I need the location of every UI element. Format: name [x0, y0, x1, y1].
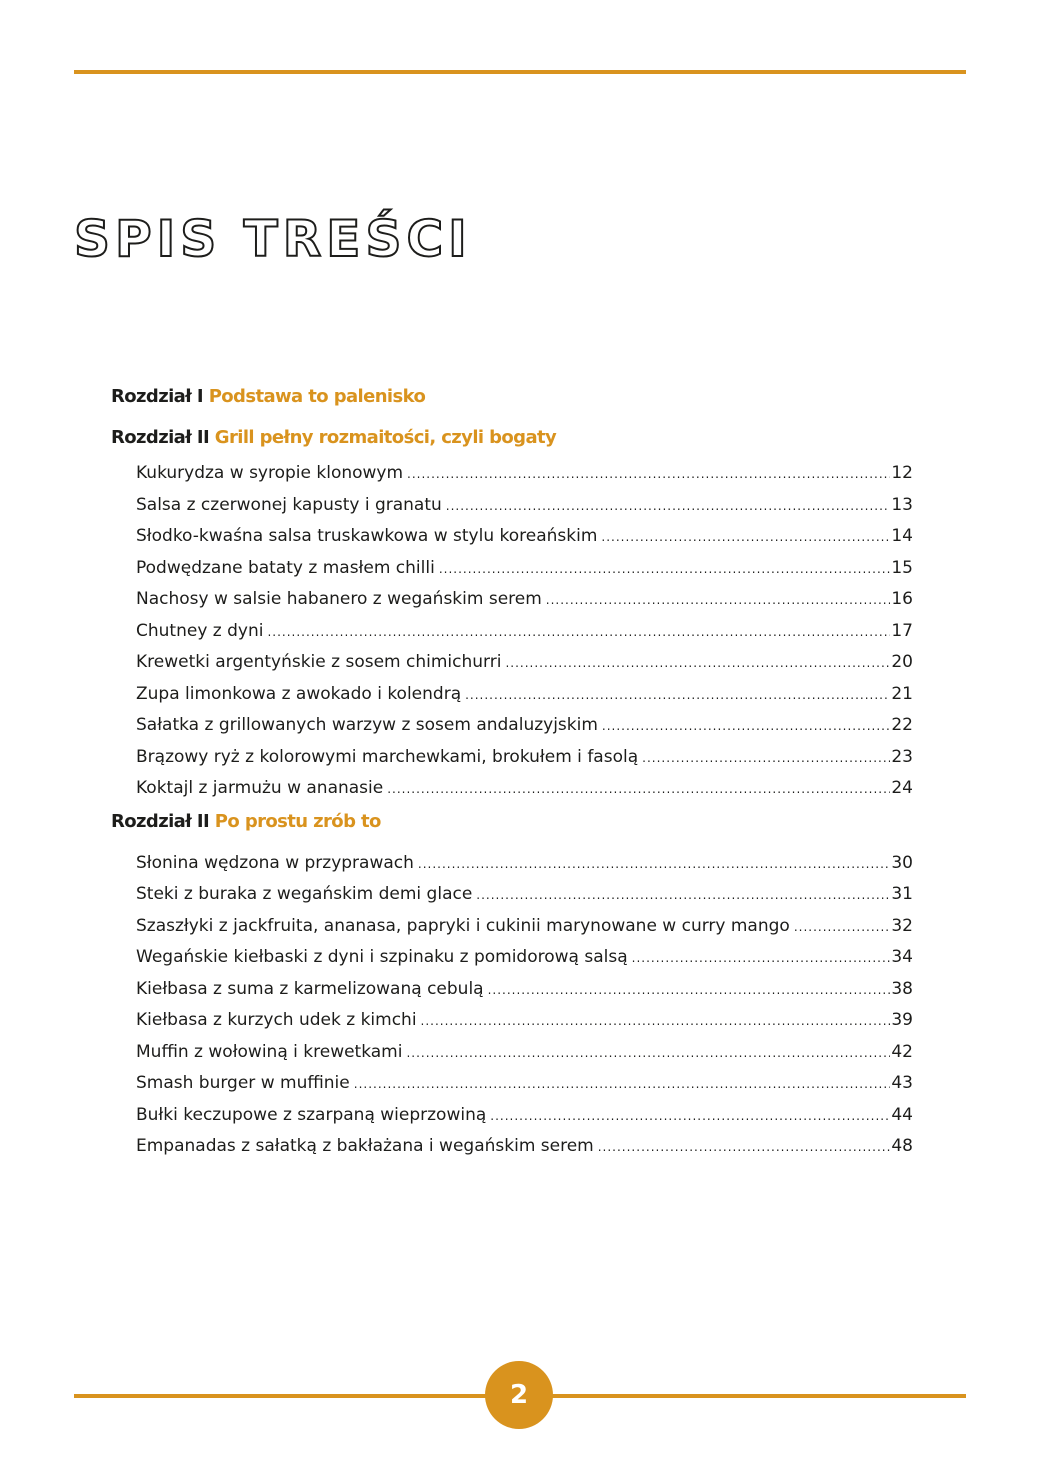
toc-entry[interactable] [136, 848, 913, 880]
chapter-heading-2 [111, 421, 913, 455]
entry-title: Kukurydza w syropie klonowym [136, 463, 404, 483]
dot-leader [602, 711, 890, 743]
entry-title: Nachosy w salsie habanero z wegańskim serem [136, 589, 542, 609]
dot-leader [642, 743, 890, 775]
entry-title: Krewetki argentyńskie z sosem chimichurri [136, 652, 502, 672]
chapter-label: Rozdział I [111, 386, 204, 407]
page-title: SPIS TREŚCI [74, 210, 472, 268]
chapter-2-entries [136, 458, 913, 805]
dot-leader [465, 680, 890, 712]
toc-entry[interactable] [136, 1131, 913, 1163]
toc-entry[interactable] [136, 1005, 913, 1037]
entry-title: Muffin z wołowiną i krewetkami [136, 1041, 403, 1062]
entry-title: Podwędzane bataty z masłem chilli [136, 557, 435, 578]
page-number: 2 [509, 1380, 529, 1410]
dot-leader [488, 975, 890, 1007]
chapter-heading-1 [111, 380, 913, 414]
dot-leader [418, 849, 890, 881]
dot-leader [601, 522, 890, 554]
chapter-label: Rozdział II [111, 427, 210, 448]
entry-page-number: 14 [891, 526, 913, 546]
toc-entry[interactable] [136, 773, 913, 805]
dot-leader [387, 774, 890, 806]
toc-entry[interactable] [136, 521, 913, 553]
toc-entry[interactable] [136, 679, 913, 711]
toc-entry[interactable] [136, 1037, 913, 1069]
chapter-heading-3 [111, 805, 913, 839]
entry-page-number: 38 [891, 978, 913, 999]
toc-entry[interactable] [136, 553, 913, 585]
chapter-label: Rozdział II [111, 810, 210, 832]
entry-title: Kiełbasa z suma z karmelizowaną cebulą [136, 978, 484, 999]
dot-leader [406, 1038, 890, 1070]
entry-title: Wegańskie kiełbaski z dyni i szpinaku z pomidorową salsą [136, 947, 628, 967]
entry-page-number: 39 [891, 1010, 913, 1030]
dot-leader [354, 1069, 890, 1101]
entry-page-number: 15 [891, 557, 913, 578]
table-of-contents [111, 380, 913, 1163]
top-rule [74, 70, 966, 74]
dot-leader [421, 1006, 890, 1038]
toc-entry[interactable] [136, 584, 913, 616]
entry-page-number: 23 [891, 746, 913, 767]
chapter-title: Grill pełny rozmaitości, czyli bogaty [214, 427, 557, 448]
entry-page-number: 12 [891, 463, 913, 483]
dot-leader [407, 459, 890, 491]
entry-page-number: 20 [891, 652, 913, 672]
toc-entry[interactable] [136, 647, 913, 679]
entry-page-number: 13 [891, 494, 913, 515]
dot-leader [546, 585, 890, 617]
dot-leader [439, 554, 890, 586]
entry-page-number: 42 [891, 1041, 913, 1062]
entry-title: Chutney z dyni [136, 620, 264, 641]
entry-title: Koktajl z jarmużu w ananasie [136, 778, 384, 798]
entry-page-number: 22 [891, 715, 913, 735]
dot-leader [476, 880, 890, 912]
chapter-title: Podstawa to palenisko [208, 386, 426, 407]
dot-leader [267, 617, 890, 649]
entry-page-number: 17 [891, 620, 913, 641]
entry-page-number: 24 [891, 778, 913, 798]
entry-title: Steki z buraka z wegańskim demi glace [136, 884, 473, 904]
dot-leader [632, 943, 890, 975]
toc-entry[interactable] [136, 616, 913, 648]
entry-title: Empanadas z sałatką z bakłażana i wegańskim serem [136, 1136, 594, 1156]
toc-entry[interactable] [136, 710, 913, 742]
entry-title: Słodko-kwaśna salsa truskawkowa w stylu koreańskim [136, 526, 598, 546]
entry-title: Szaszłyki z jackfruita, ananasa, papryki i cukinii marynowane w curry mango [136, 915, 790, 936]
dot-leader [598, 1132, 890, 1164]
entry-title: Słonina wędzona w przyprawach [136, 852, 414, 873]
toc-entry[interactable] [136, 974, 913, 1006]
entry-page-number: 44 [891, 1104, 913, 1125]
entry-title: Brązowy ryż z kolorowymi marchewkami, brokułem i fasolą [136, 746, 639, 767]
entry-page-number: 21 [891, 683, 913, 704]
entry-title: Salsa z czerwonej kapusty i granatu [136, 494, 442, 515]
entry-title: Kiełbasa z kurzych udek z kimchi [136, 1010, 417, 1030]
toc-entry[interactable] [136, 742, 913, 774]
page-number-badge [485, 1361, 553, 1429]
entry-title: Sałatka z grillowanych warzyw z sosem andaluzyjskim [136, 715, 598, 735]
dot-leader [505, 648, 890, 680]
toc-entry[interactable] [136, 490, 913, 522]
entry-page-number: 48 [891, 1136, 913, 1156]
dot-leader [446, 491, 890, 523]
entry-page-number: 43 [891, 1073, 913, 1093]
entry-page-number: 16 [891, 589, 913, 609]
chapter-title: Po prostu zrób to [214, 810, 381, 832]
entry-title: Bułki keczupowe z szarpaną wieprzowiną [136, 1104, 487, 1125]
toc-entry[interactable] [136, 1100, 913, 1132]
entry-page-number: 30 [891, 852, 913, 873]
entry-page-number: 32 [891, 915, 913, 936]
chapter-3-entries [136, 848, 913, 1163]
entry-page-number: 31 [891, 884, 913, 904]
dot-leader [794, 912, 890, 944]
toc-entry[interactable] [136, 911, 913, 943]
entry-title: Zupa limonkowa z awokado i kolendrą [136, 683, 462, 704]
toc-entry[interactable] [136, 458, 913, 490]
dot-leader [490, 1101, 890, 1133]
toc-entry[interactable] [136, 1068, 913, 1100]
toc-entry[interactable] [136, 879, 913, 911]
toc-entry[interactable] [136, 942, 913, 974]
entry-title: Smash burger w muffinie [136, 1073, 350, 1093]
entry-page-number: 34 [891, 947, 913, 967]
